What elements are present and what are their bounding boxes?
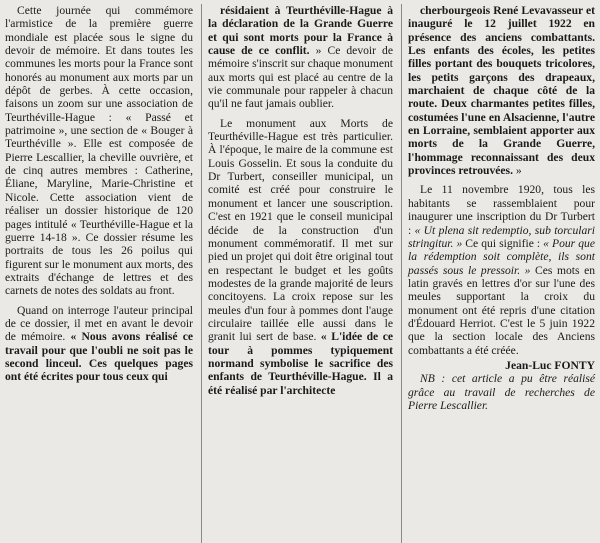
text-run: cet article a pu être réalisé grâce au travail de recherches de Pierre Lescallier. (408, 372, 595, 412)
article-paragraph (5, 304, 193, 384)
text-run: NB : (420, 372, 452, 386)
text-run: résidaient à Teurthéville-Hague à la déclaration de la Grande Guerre et qui sont morts pour la France à cause de ce conflit. (208, 4, 393, 58)
text-run: Le 11 novembre 1920, tous les habitants se rassemblaient pour inaugurer une inscription du Dr Turbert : (408, 183, 595, 237)
article-paragraph (5, 4, 193, 298)
text-run: « Ut plena sit redemptio, sub torculari stringitur. » (408, 223, 596, 250)
article-paragraph (208, 4, 393, 111)
text-run: » Ce devoir de mémoire s'inscrit sur chaque monument aux morts qui est placé au centre de la vie communale pour rappeler à chacun qu'il ne faut jamais oublier. (208, 44, 394, 111)
article-column-3 (401, 4, 597, 543)
text-run: Cette journée qui commémore l'armistice de la première guerre mondiale est placée sous le signe du devoir de mémoire. Et dans toutes les communes les morts pour la France sont honorés au monument aux morts par un dépôt de gerbes. À cette occasion, faisons un zoom sur une association de Teurthéville-Hague : « Passé et patrimoine », une section de « Bouger à Teurthéville ». Elle est composée de Pierre Lescallier, la cheville ouvrière, et de cinq autres membres : Catherine, Éliane, Maryline, Marie-Christine et Nicole. Cette association vient de réaliser un dossier historique de 120 pages intitulé « Teurthéville-Hague et la guerre 14-18 ». Ce dossier résume les portraits de tous les 26 poilus qui figurent sur le monument aux morts, des extraits d'échange de lettres et des carnets de notes des soldats au front. (5, 4, 193, 298)
text-run: « Nous avons réalisé ce travail pour que l'oubli ne soit pas le second linceul. Ces quelques pages ont été écrites pour tous ceux qui (5, 330, 193, 384)
text-run: Ce qui signifie : (462, 236, 544, 250)
text-run: « L'idée de ce tour à pommes typiquement normand symbolise le sacrifice des enfants de Teurthéville-Hague. Il a été réalisé par l'architecte (208, 330, 393, 397)
text-run: Ces mots en latin gravés en lettres d'or sur l'une des meules supportant la croix du monument ont été repris d'une citation d'Édouard Herriot. C'est le 5 juin 1922 que la section locale des Anciens combattants a été créée. (408, 263, 596, 357)
text-run: « Pour que la rédemption soit complète, ils sont passés sous le pressoir. » (408, 236, 595, 277)
text-run: Le monument aux Morts de Teurthéville-Hague est très particulier. À l'époque, le maire de la commune est Louis Gosselin. Et sous la conduite du Dr Turbert, conseiller municipal, un comité est créé pour construire le monument et lancer une souscription. C'est en 1921 que le conseil municipal décide de la construction d'un monument commémoratif. Il met sur pied un projet qui doit être original tout en respectant le budget et les goûts modestes de la grande majorité de leurs concitoyens. La croix repose sur les meules d'un four à pommes dont l'auge circulaire taillée elle aussi dans le granit lui sert de base. (208, 116, 393, 344)
article-column-1 (3, 4, 201, 543)
credit-note (408, 372, 595, 412)
text-run: cherbourgeois René Levavasseur et inauguré le 12 juillet 1922 en présence des anciens combattants. Les enfants des écoles, les petites filles portant des bouquets tricolores, les petits garçons des drapeaux, marchaient de chaque côté de la route. Deux charmantes petites filles, costumées l'une en Alsacienne, l'autre en Lorraine, semblaient apporter aux morts de la Grande Guerre, l'hommage reconnaissant des deux provinces retrouvées. (408, 4, 595, 178)
text-run: Quand on interroge l'auteur principal de ce dossier, il met en avant le devoir de mémoire. (5, 303, 193, 344)
article-paragraph (208, 117, 393, 397)
article-column-2 (201, 4, 401, 543)
text-run: » (515, 164, 522, 178)
article-paragraph (408, 4, 595, 177)
author-signature: Jean-Luc FONTY (505, 358, 595, 372)
article-paragraph (408, 183, 595, 356)
